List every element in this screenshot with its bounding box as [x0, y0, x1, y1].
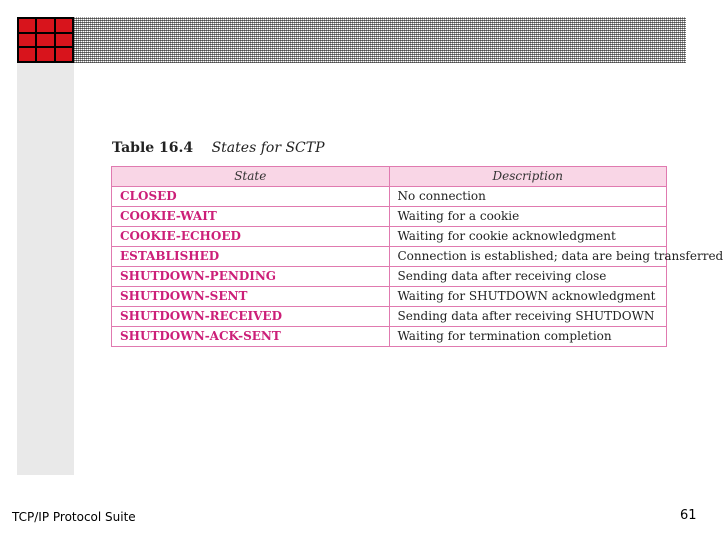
description-cell: Waiting for termination completion [389, 327, 667, 347]
table-row [112, 247, 667, 267]
table-number: Table 16.4 [112, 140, 194, 156]
table-row [112, 187, 667, 207]
description-cell: Sending data after receiving close [389, 267, 667, 287]
table-row [112, 207, 667, 227]
table-header-row [112, 167, 667, 187]
description-cell: Waiting for SHUTDOWN acknowledgment [389, 287, 667, 307]
state-cell: COOKIE-WAIT [112, 207, 390, 227]
header-state: State [112, 167, 390, 187]
table-row [112, 307, 667, 327]
description-cell: Waiting for cookie acknowledgment [389, 227, 667, 247]
page-number: 61 [680, 508, 697, 523]
header-pattern [74, 17, 686, 63]
table-row [112, 287, 667, 307]
left-band [17, 17, 74, 475]
footer-title: TCP/IP Protocol Suite [12, 510, 136, 524]
state-cell: SHUTDOWN-ACK-SENT [112, 327, 390, 347]
table-row [112, 267, 667, 287]
state-cell: SHUTDOWN-RECEIVED [112, 307, 390, 327]
state-cell: SHUTDOWN-PENDING [112, 267, 390, 287]
header-description: Description [389, 167, 667, 187]
state-cell: ESTABLISHED [112, 247, 390, 267]
description-cell: Connection is established; data are being transferred [389, 247, 667, 267]
state-cell: CLOSED [112, 187, 390, 207]
state-cell: SHUTDOWN-SENT [112, 287, 390, 307]
table-title: States for SCTP [211, 140, 325, 156]
table-row [112, 327, 667, 347]
state-cell: COOKIE-ECHOED [112, 227, 390, 247]
table-caption [112, 140, 325, 156]
table-row [112, 227, 667, 247]
description-cell: Waiting for a cookie [389, 207, 667, 227]
description-cell: Sending data after receiving SHUTDOWN [389, 307, 667, 327]
description-cell: No connection [389, 187, 667, 207]
logo-grid-icon [17, 17, 74, 63]
states-table [111, 166, 723, 347]
